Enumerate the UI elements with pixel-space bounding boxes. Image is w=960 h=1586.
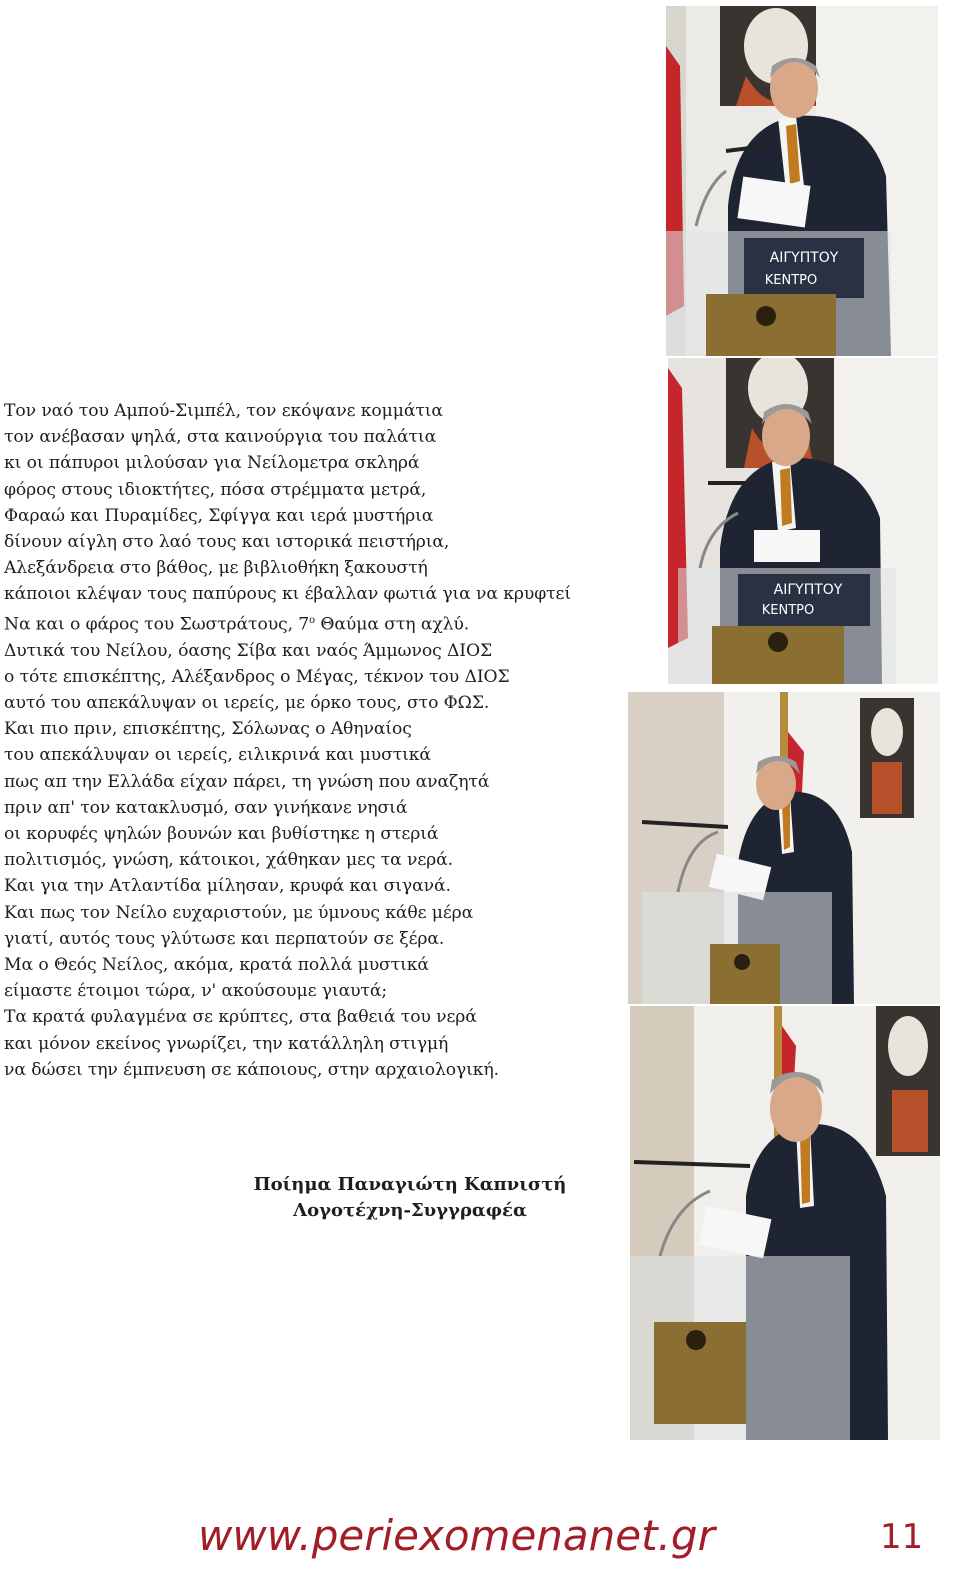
poem-line: Και για την Ατλαντίδα μίλησαν, κρυφά και σιγανά.: [4, 876, 451, 897]
speaker-photo-4: [630, 1006, 940, 1440]
podium-sign-line1: ΑΙΓΥΠΤΟΥ: [769, 250, 839, 266]
speaker-photo-illustration: [630, 1006, 940, 1440]
podium-sign-line1: ΑΙΓΥΠΤΟΥ: [773, 582, 843, 598]
poem-line: Μα ο Θεός Νείλος, ακόμα, κρατά πολλά μυστικά: [4, 955, 429, 975]
speaker-photo-illustration: [668, 358, 938, 684]
poem-line: οι κορυφές ψηλών βουνών και βυθίστηκε η στεριά: [4, 823, 439, 844]
poem-line: να δώσει την έμπνευση σε κάποιους, στην αρχαιολογική.: [4, 1059, 500, 1080]
signature: [230, 1172, 590, 1224]
poem-line: ο τότε επισκέπτης, Αλέξανδρος ο Μέγας, τέκνον του ΔΙΟΣ: [4, 666, 510, 687]
poem-line: Αλεξάνδρεια στο βάθος, με βιβλιοθήκη ξακουστή: [4, 558, 428, 579]
poem-line: αυτό του απεκάλυψαν οι ιερείς, με όρκο τους, στο ΦΩΣ.: [4, 692, 490, 713]
ordinal-superscript: ο: [309, 614, 316, 626]
poem-line: Τον ναό του Αμπού-Σιμπέλ, τον εκόψανε κομμάτια: [4, 401, 443, 421]
footer-website-url: www.periexomenanet.gr: [198, 1511, 715, 1560]
page-number: 11: [880, 1517, 924, 1557]
signature-author: Ποίημα Παναγιώτη Καπνιστή: [253, 1174, 567, 1195]
poem-line-tail: Θαύμα στη αχλύ.: [315, 614, 470, 635]
podium-sign-line2: ΚΕΝΤΡΟ: [761, 603, 815, 618]
poem-line: πως απ την Ελλάδα είχαν πάρει, τη γνώση που αναζητά: [4, 771, 490, 792]
poem-line: Φαραώ και Πυραμίδες, Σφίγγα και ιερά μυστήρια: [4, 505, 434, 526]
poem-line: [4, 608, 624, 638]
poem-line: φόρος στους ιδιοκτήτες, πόσα στρέμματα μετρά,: [4, 479, 427, 500]
poem-line: Τα κρατά φυλαγμένα σε κρύπτες, στα βαθειά του νερά: [4, 1007, 477, 1028]
speaker-photo-2: [668, 358, 938, 684]
poem-line: πολιτισμός, γνώση, κάτοικοι, χάθηκαν μες τα νερά.: [4, 850, 454, 871]
poem-line: Δυτικά του Νείλου, όασης Σίβα και ναός Άμμωνος ΔΙΟΣ: [4, 640, 493, 661]
signature-title: Λογοτέχνη-Συγγραφέα: [293, 1200, 527, 1221]
poem-line: πριν απ' τον κατακλυσμό, σαν γινήκανε νησιά: [4, 797, 408, 818]
poem-line: γιατί, αυτός τους γλύτωσε και περπατούν σε ξέρα.: [4, 928, 445, 949]
poem-line: του απεκάλυψαν οι ιερείς, ειλικρινά και μυστικά: [4, 745, 431, 766]
poem-line: Και πως τον Νείλο ευχαριστούν, με ύμνους κάθε μέρα: [4, 902, 474, 923]
speaker-photo-3: [628, 692, 940, 1004]
speaker-photo-1: [666, 6, 938, 356]
poem-line: τον ανέβασαν ψηλά, στα καινούργια του παλάτια: [4, 427, 437, 448]
speaker-photo-illustration: [628, 692, 940, 1004]
poem-line: κάποιοι κλέψαν τους παπύρους κι έβαλλαν φωτιά για να κρυφτεί: [4, 584, 571, 605]
poem: [4, 398, 624, 1083]
poem-line: Και πιο πριν, επισκέπτης, Σόλωνας ο Αθηναίος: [4, 719, 412, 740]
poem-line: είμαστε έτοιμοι τώρα, ν' ακούσουμε γιαυτά;: [4, 981, 388, 1002]
podium-sign-line2: ΚΕΝΤΡΟ: [764, 273, 818, 288]
speaker-photo-illustration: [666, 6, 938, 356]
poem-line-text: Να και ο φάρος του Σωστράτους, 7: [4, 614, 310, 635]
poem-line: κι οι πάπυροι μιλούσαν για Νείλομετρα σκληρά: [4, 453, 420, 474]
poem-line: και μόνον εκείνος γνωρίζει, την κατάλληλη στιγμή: [4, 1033, 449, 1054]
poem-line: δίνουν αίγλη στο λαό τους και ιστορικά πειστήρια,: [4, 532, 450, 553]
